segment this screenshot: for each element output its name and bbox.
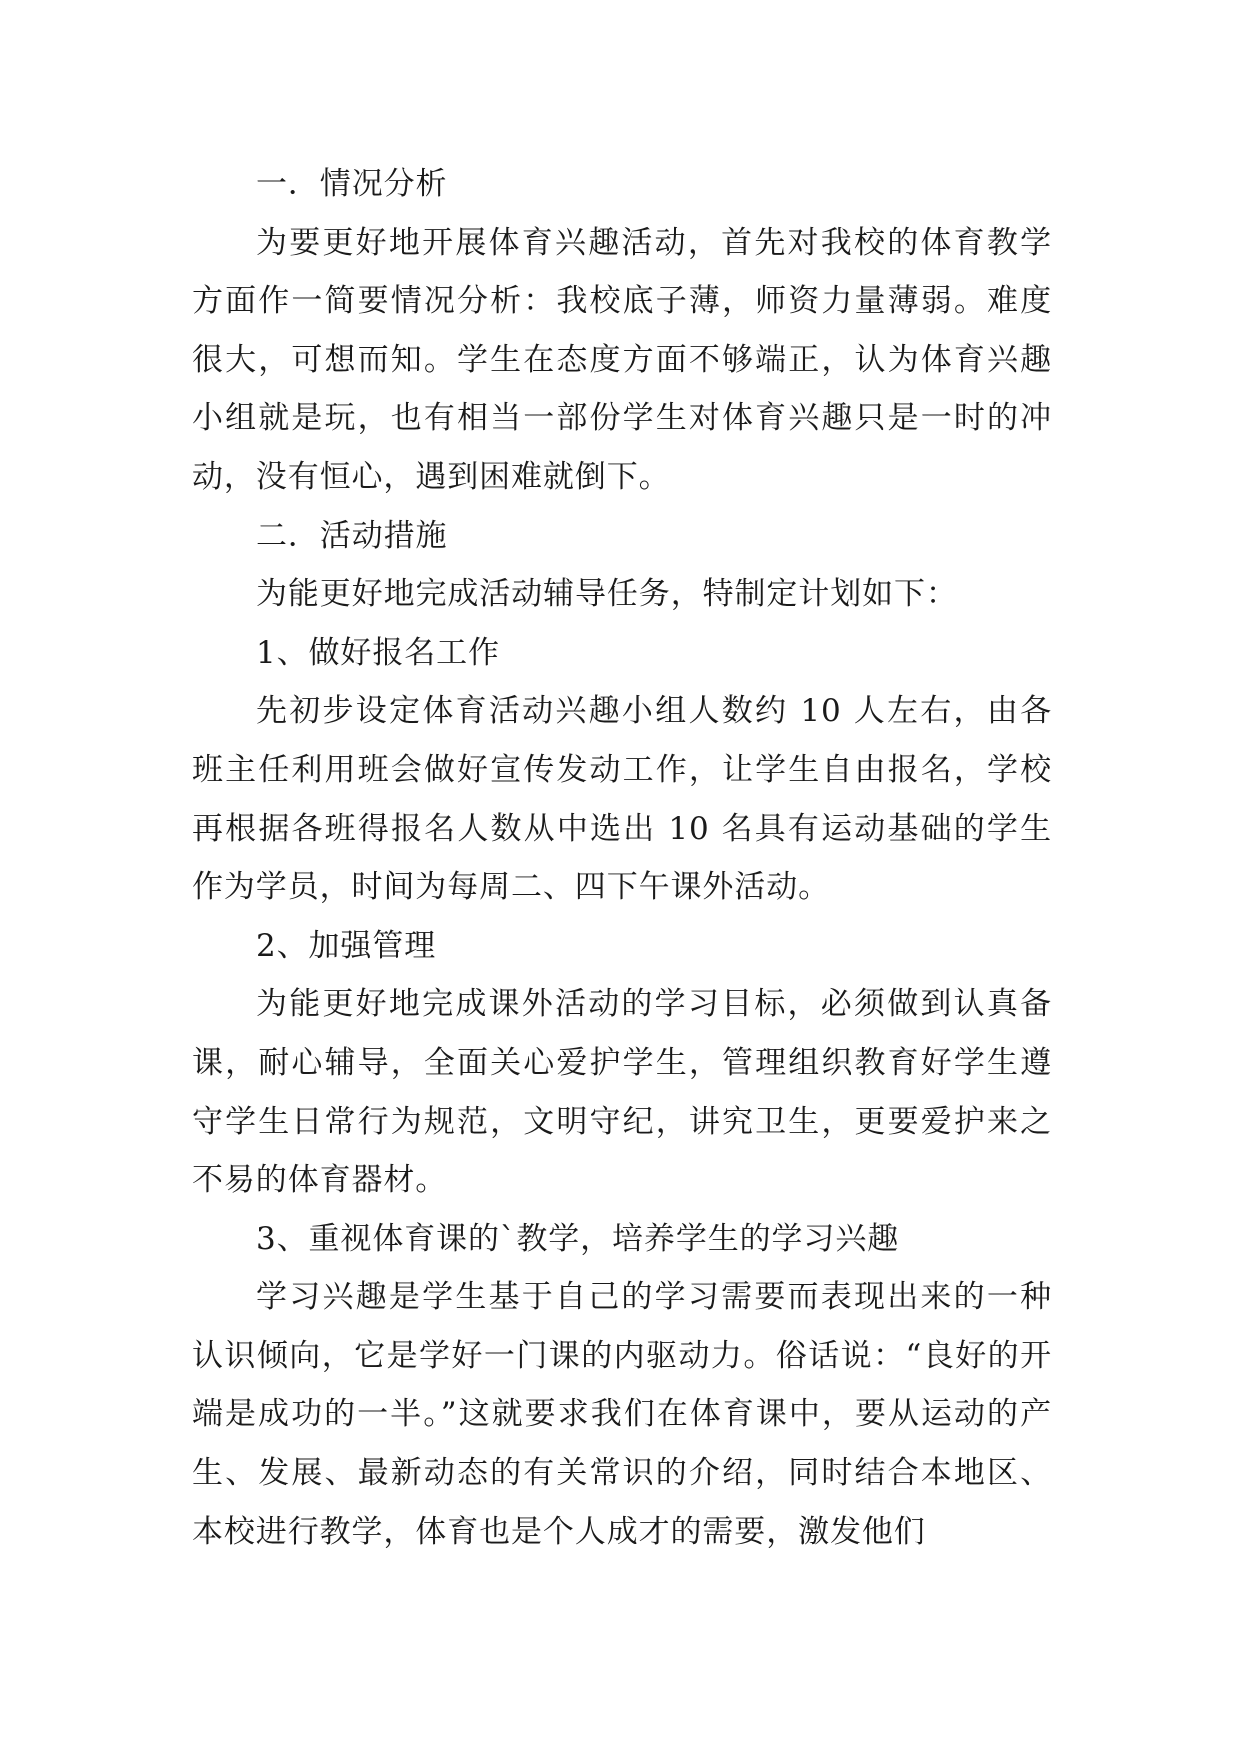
paragraph-registration: 先初步设定体育活动兴趣小组人数约 10 人左右，由各班主任利用班会做好宣传发动工作，让学生自由报名，学校再根据各班得报名人数从中选出 10 名具有运动基础的学生作为学员，时间为每周二、四下午课外活动。 xyxy=(192,693,1052,906)
paragraph-pe-teaching: 学习兴趣是学生基于自己的学习需要而表现出来的一种认识倾向，它是学好一门课的内驱动力。俗话说：“良好的开端是成功的一半。”这就要求我们在体育课中，要从运动的产生、发展、最新动态的有关常识的介绍，同时结合本地区、本校进行教学，体育也是个人成才的需要，激发他们 xyxy=(192,1279,1052,1550)
subheading-management: 2、加强管理 xyxy=(256,927,437,964)
paragraph-situation-analysis: 为要更好地开展体育兴趣活动，首先对我校的体育教学方面作一简要情况分析：我校底子薄，师资力量薄弱。难度很大，可想而知。学生在态度方面不够端正，认为体育兴趣小组就是玩，也有相当一部份学生对体育兴趣只是一时的冲动，没有恒心，遇到困难就倒下。 xyxy=(192,224,1052,495)
section-heading-activity-measures: 二．活动措施 xyxy=(256,517,448,554)
document-body xyxy=(192,155,1052,1561)
subheading-registration: 1、做好报名工作 xyxy=(256,634,500,671)
paragraph-plan-intro: 为能更好地完成活动辅导任务，特制定计划如下： xyxy=(256,576,958,613)
section-heading-situation-analysis: 一．情况分析 xyxy=(256,166,448,202)
paragraph-management: 为能更好地完成课外活动的学习目标，必须做到认真备课，耐心辅导，全面关心爱护学生，管理组织教育好学生遵守学生日常行为规范，文明守纪，讲究卫生，更要爱护来之不易的体育器材。 xyxy=(192,986,1052,1199)
subheading-pe-teaching: 3、重视体育课的`教学，培养学生的学习兴趣 xyxy=(256,1220,900,1257)
